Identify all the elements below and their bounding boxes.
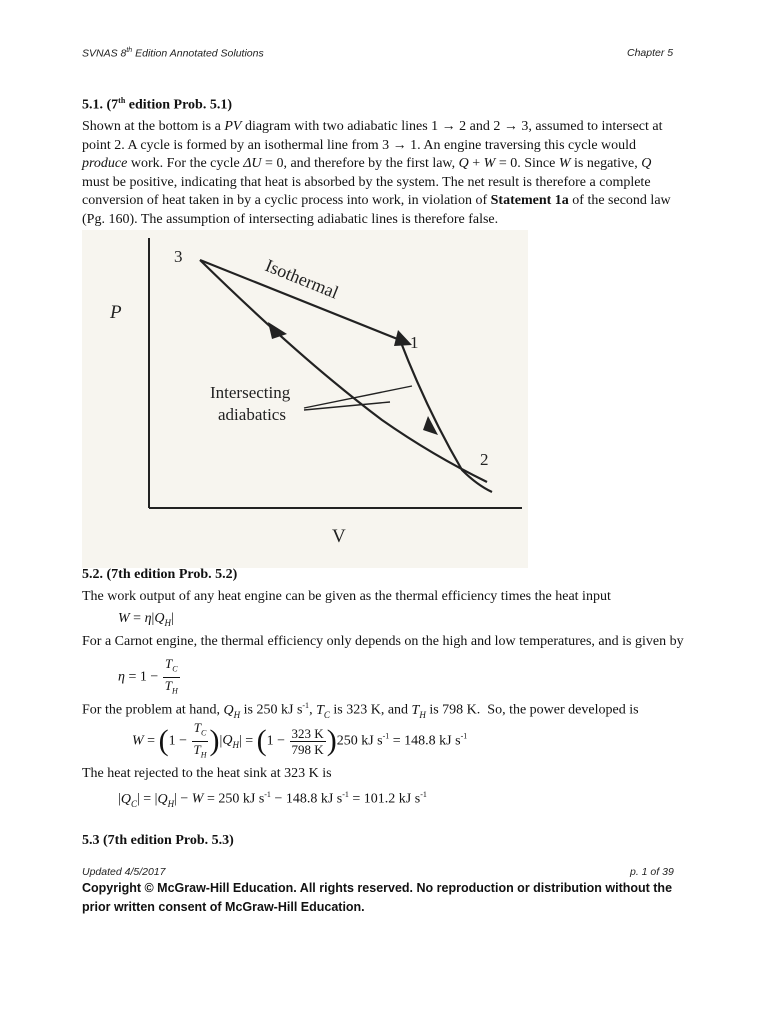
intersecting-label: Intersecting <box>210 383 291 402</box>
equation-work: $W = \eta|Q_H|$ <box>118 611 174 628</box>
point-2-label: 2 <box>480 450 489 469</box>
point-1-label: 1 <box>410 333 419 352</box>
para-line-4: must be positive, indicating that heat is absorbed by the system. The net result is therefore a complete <box>82 174 651 190</box>
para-line-3: produce work. For the cycle ΔU = 0, and therefore by the first law, Q + W = 0. Since W is negative, Q <box>82 156 652 171</box>
section-5-3-title: 5.3 (7th edition Prob. 5.3) <box>82 833 234 848</box>
section-5-2-line-4: The heat rejected to the heat sink at 323 K is <box>82 766 332 781</box>
adiabat-2-3 <box>200 260 487 482</box>
para-line-6: (Pg. 160). The assumption of intersecting adiabatic lines is therefore false. <box>82 211 499 227</box>
footer-copyright: Copyright © McGraw-Hill Education. All rights reserved. No reproduction or distribution without the prior written consent of McGraw-Hill Education. <box>82 881 673 914</box>
adiabatics-label: adiabatics <box>218 405 286 424</box>
footer-page-number: p. 1 of 39 <box>630 866 674 878</box>
p-axis-label: P <box>110 302 122 323</box>
section-5-2-line-3: For the problem at hand, $Q_H$ is 250 kJ $s^{-1}$, $T_C$ is 323 K, and $T_H$ is 798 K. So, the power developed is <box>82 701 639 720</box>
para-line-5: conversion of heat taken in by a cyclic process into work, in violation of Statement 1a of the second law <box>82 193 671 208</box>
adiabat-2-3-arrowhead <box>268 322 287 339</box>
running-header-right: Chapter 5 <box>627 47 674 59</box>
equation-power: W = (1 − $\frac{T_C}{T_H}$ )$|Q_H| = (1$ − $\frac{323 K}{798 K}$ )250 kJ $s^{-1} = 148.8$ kJ $s^{-1}$ <box>132 720 468 760</box>
point-3-label: 3 <box>174 247 183 266</box>
para-line-1: Shown at the bottom is a PV diagram with two adiabatic lines 1 → 2 and 2 → 3, assumed to intersect at <box>82 119 663 134</box>
section-5-2-line-2: For a Carnot engine, the thermal efficiency only depends on the high and low temperatures, and is given by <box>82 634 684 649</box>
section-5-1-title: 5.1. (7th edition Prob. 5.1) <box>82 96 232 113</box>
pv-diagram <box>82 230 528 568</box>
pv-diagram-svg <box>82 230 528 568</box>
adiabat-1-2-arrowhead <box>423 416 438 435</box>
section-5-2-line-1: The work output of any heat engine can be given as the thermal efficiency times the heat input <box>82 589 611 604</box>
equation-efficiency: η = 1 − $\frac{T_C}{T_H}$ <box>118 656 178 696</box>
footer-updated: Updated 4/5/2017 <box>82 866 166 878</box>
running-header-left: SVNAS 8th Edition Annotated Solutions <box>82 47 264 60</box>
isothermal-label: Isothermal <box>262 255 342 303</box>
v-axis-label: V <box>332 526 346 547</box>
adiabat-1-2 <box>400 340 492 492</box>
para-line-2: point 2. A cycle is formed by an isothermal line from 3 → 1. An engine traversing this cycle would <box>82 137 637 153</box>
section-5-2-title: 5.2. (7th edition Prob. 5.2) <box>82 567 238 582</box>
equation-heat-rejected: $|Q_C| = |Q_H| - W = 250$ kJ $s^{-1} - 148.8$ kJ $s^{-1} = 101.2$ kJ $s^{-1}$ <box>118 790 427 809</box>
section-5-1-body <box>82 118 692 229</box>
